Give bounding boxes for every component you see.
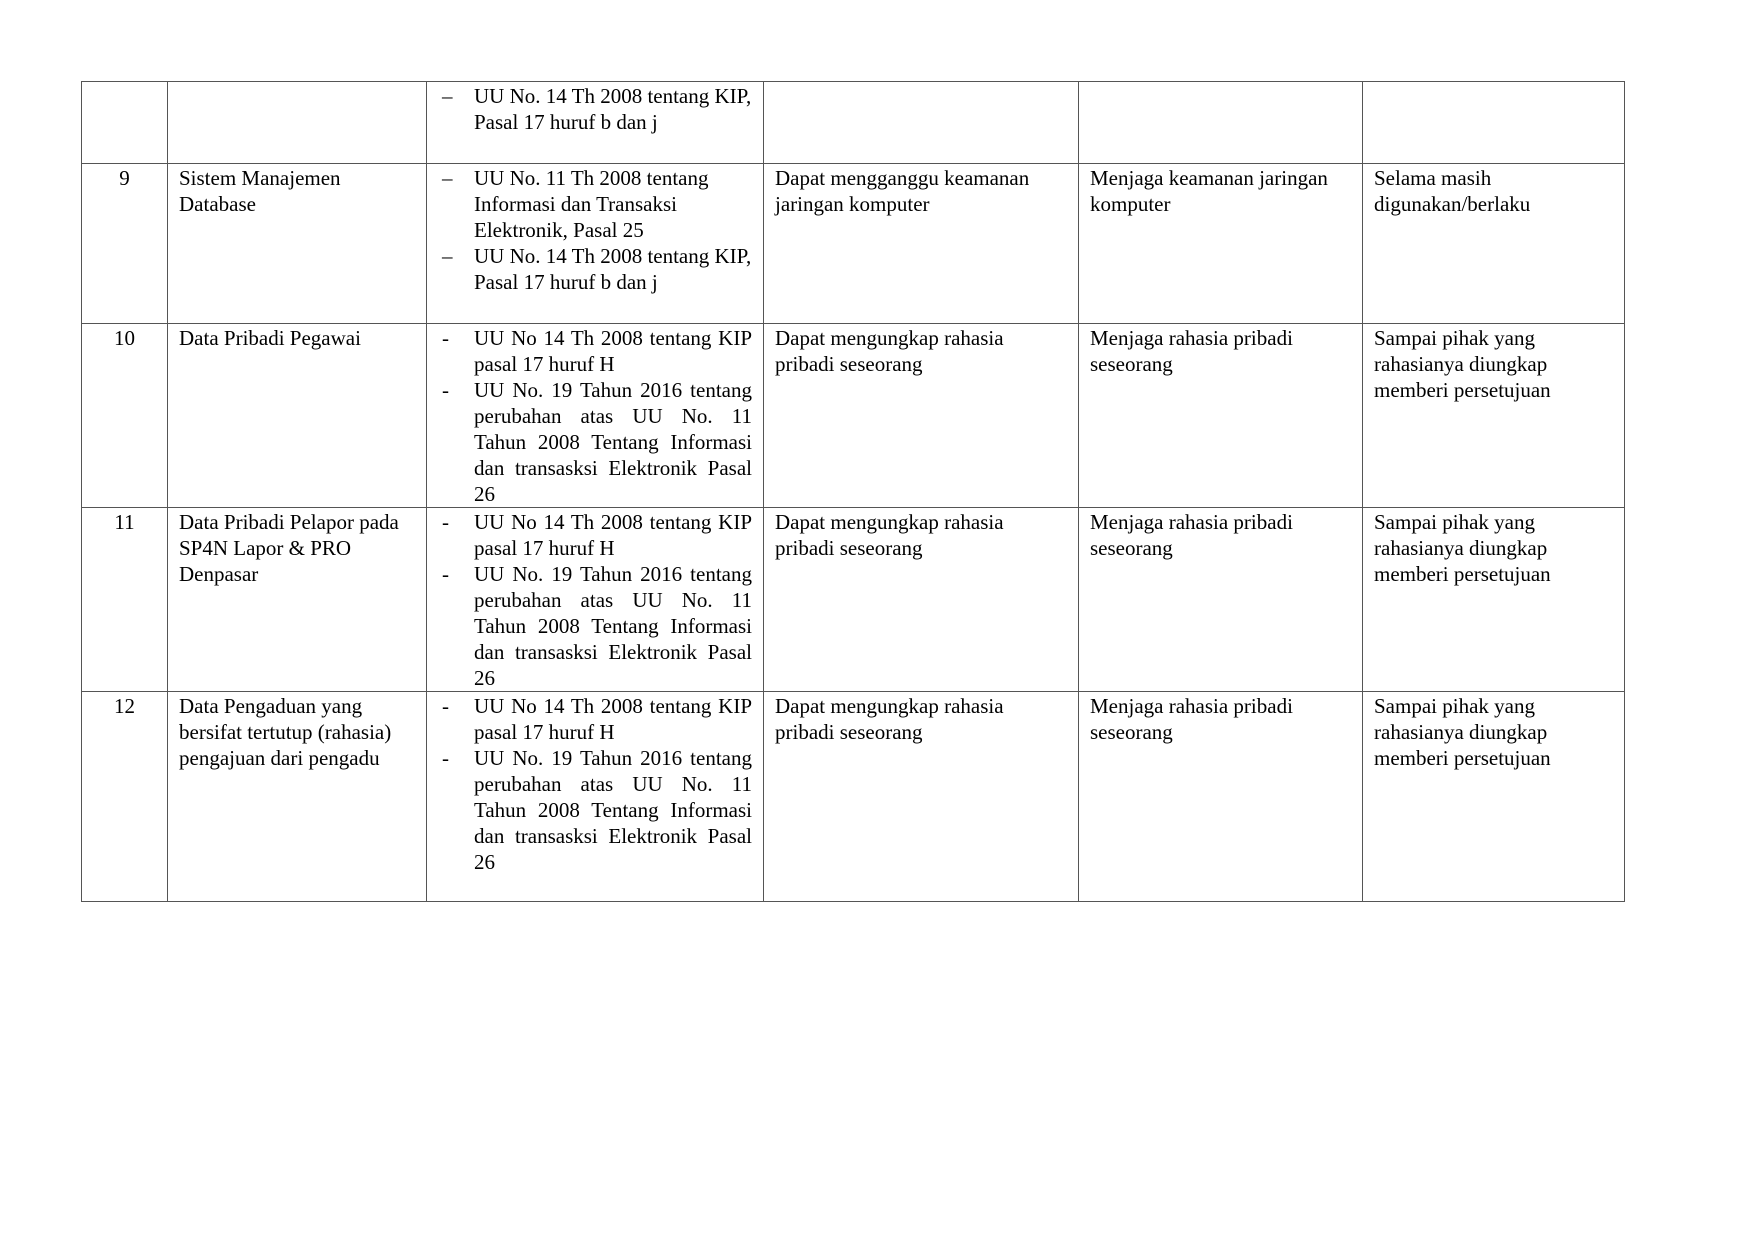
legal-basis-item (438, 561, 752, 691)
legal-basis-text: UU No. 19 Tahun 2016 tentang perubahan atas UU No. 11 Tahun 2008 Tentang Informasi dan transasksi Elektronik Pasal 26 (474, 562, 752, 690)
period-cell (1363, 324, 1625, 508)
list-dash: – (442, 166, 453, 190)
legal-basis-text: UU No. 19 Tahun 2016 tentang perubahan atas UU No. 11 Tahun 2008 Tentang Informasi dan transasksi Elektronik Pasal 26 (474, 378, 752, 506)
row-number-cell (82, 692, 168, 902)
list-hyphen: - (442, 378, 449, 402)
legal-basis-list (438, 83, 752, 135)
list-hyphen: - (442, 746, 449, 770)
list-hyphen: - (442, 510, 449, 534)
legal-basis-item (438, 377, 752, 507)
legal-basis-list (438, 325, 752, 507)
exempt-information-table (81, 81, 1625, 902)
legal-basis-cell (427, 692, 764, 902)
period-cell (1363, 508, 1625, 692)
table-row (82, 692, 1625, 902)
row-number-cell (82, 324, 168, 508)
reason-text: Menjaga rahasia pribadi seseorang (1090, 510, 1293, 560)
row-number-cell (82, 164, 168, 324)
legal-basis-text: UU No. 14 Th 2008 tentang KIP, Pasal 17 huruf b dan j (474, 84, 752, 134)
legal-basis-item (438, 243, 752, 295)
row-number: 10 (114, 326, 135, 350)
consequence-cell (764, 82, 1079, 164)
consequence-text: Dapat mengungkap rahasia pribadi seseorang (775, 694, 1004, 744)
legal-basis-cell (427, 82, 764, 164)
legal-basis-item (438, 165, 752, 243)
list-dash: – (442, 244, 453, 268)
legal-basis-item (438, 693, 752, 745)
information-name-cell (168, 82, 427, 164)
table-row (82, 164, 1625, 324)
reason-cell (1079, 508, 1363, 692)
consequence-text: Dapat mengungkap rahasia pribadi seseorang (775, 326, 1004, 376)
information-name-cell (168, 692, 427, 902)
period-cell (1363, 164, 1625, 324)
information-name: Sistem Manajemen Database (179, 166, 341, 216)
period-text: Selama masih digunakan/berlaku (1374, 166, 1531, 216)
legal-basis-item (438, 83, 752, 135)
information-name: Data Pribadi Pelapor pada SP4N Lapor & PRO Denpasar (179, 510, 399, 586)
row-number: 9 (119, 166, 130, 190)
row-number: 11 (114, 510, 135, 534)
reason-cell (1079, 82, 1363, 164)
list-hyphen: - (442, 694, 449, 718)
consequence-cell (764, 692, 1079, 902)
legal-basis-list (438, 165, 752, 295)
table-row (82, 82, 1625, 164)
information-name-cell (168, 324, 427, 508)
consequence-cell (764, 508, 1079, 692)
legal-basis-list (438, 693, 752, 875)
row-number: 12 (114, 694, 135, 718)
period-text: Sampai pihak yang rahasianya diungkap memberi persetujuan (1374, 326, 1551, 402)
legal-basis-text: UU No 14 Th 2008 tentang KIP pasal 17 huruf H (474, 326, 752, 376)
legal-basis-text: UU No. 19 Tahun 2016 tentang perubahan atas UU No. 11 Tahun 2008 Tentang Informasi dan transasksi Elektronik Pasal 26 (474, 746, 752, 874)
period-cell (1363, 692, 1625, 902)
legal-basis-item (438, 509, 752, 561)
table-row (82, 508, 1625, 692)
list-dash: – (442, 84, 453, 108)
period-text: Sampai pihak yang rahasianya diungkap memberi persetujuan (1374, 510, 1551, 586)
information-name-cell (168, 164, 427, 324)
reason-text: Menjaga keamanan jaringan komputer (1090, 166, 1328, 216)
legal-basis-list (438, 509, 752, 691)
legal-basis-text: UU No. 11 Th 2008 tentang Informasi dan Transaksi Elektronik, Pasal 25 (474, 166, 709, 242)
list-hyphen: - (442, 562, 449, 586)
row-number-cell (82, 508, 168, 692)
legal-basis-item (438, 325, 752, 377)
period-cell (1363, 82, 1625, 164)
information-name-cell (168, 508, 427, 692)
list-hyphen: - (442, 326, 449, 350)
legal-basis-text: UU No 14 Th 2008 tentang KIP pasal 17 huruf H (474, 694, 752, 744)
consequence-text: Dapat mengganggu keamanan jaringan komputer (775, 166, 1030, 216)
legal-basis-cell (427, 164, 764, 324)
legal-basis-text: UU No 14 Th 2008 tentang KIP pasal 17 huruf H (474, 510, 752, 560)
period-text: Sampai pihak yang rahasianya diungkap memberi persetujuan (1374, 694, 1551, 770)
information-name: Data Pribadi Pegawai (179, 326, 361, 350)
information-name: Data Pengaduan yang bersifat tertutup (rahasia) pengajuan dari pengadu (179, 694, 392, 770)
table-body (82, 82, 1625, 902)
legal-basis-text: UU No. 14 Th 2008 tentang KIP, Pasal 17 huruf b dan j (474, 244, 752, 294)
table-row (82, 324, 1625, 508)
reason-text: Menjaga rahasia pribadi seseorang (1090, 694, 1293, 744)
consequence-text: Dapat mengungkap rahasia pribadi seseorang (775, 510, 1004, 560)
reason-cell (1079, 164, 1363, 324)
legal-basis-cell (427, 324, 764, 508)
consequence-cell (764, 324, 1079, 508)
reason-cell (1079, 324, 1363, 508)
consequence-cell (764, 164, 1079, 324)
legal-basis-cell (427, 508, 764, 692)
reason-cell (1079, 692, 1363, 902)
legal-basis-item (438, 745, 752, 875)
reason-text: Menjaga rahasia pribadi seseorang (1090, 326, 1293, 376)
row-number-cell (82, 82, 168, 164)
